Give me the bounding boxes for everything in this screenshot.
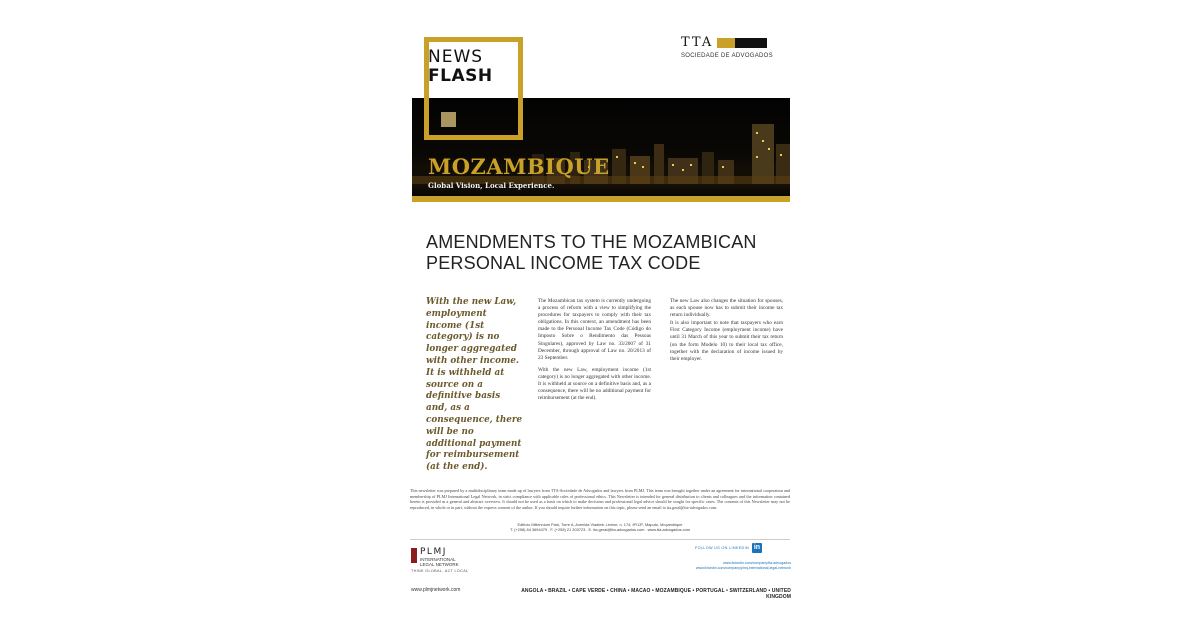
linkedin-link-plmj[interactable]: www.linkedin.com/company/plmj-international-legal-network (695, 566, 791, 570)
paragraph: With the new Law, employment income (1st category) is no longer aggregated with other income. It is withheld at source on a definitive basis and, as a consequence, there will be no additional payment for reimbursement (at the end). (538, 366, 651, 402)
tta-logo (681, 35, 791, 59)
footer-divider (410, 539, 790, 540)
address-line: Edifício Millennium Park, Torre A, Avenida Vladimir Lenine, n. 174, 6º/13º, Maputo, Moçambique (517, 522, 683, 527)
linkedin-links (665, 561, 791, 571)
linkedin-link-tta[interactable]: www.linkedin.com/company/tta-advogados (723, 561, 791, 565)
plmj-line2: LEGAL NETWORK (420, 562, 459, 567)
plmj-name: PLMJ (420, 547, 447, 557)
gold-frame-decoration (424, 37, 523, 140)
pull-quote: With the new Law, employment income (1st category) is no longer aggregated with other income. It is withheld at source on a definitive basis and, as a consequence, there will be no additional payment for reimbursement (at the end). (426, 297, 523, 473)
paragraph: It is also important to note that taxpayers who earn First Category Income (employment income) have until 31 March of this year to submit their tax return (on the form Modelo 10) to their local tax office, together with the declaration of income issued by their employer. (670, 320, 783, 362)
gold-square-decoration (441, 112, 456, 127)
news-label: NEWS (428, 47, 484, 67)
disclaimer-text: This newsletter was prepared by a multidisciplinary team made up of lawyers from TTA-Sociedade de Advogados and lawyers from PLMJ. This team was brought together under an agreement for international cooperation and membership of PLMJ International Legal Network, in strict compliance with applicable rules of professional ethics. This Newsletter is intended for general distribution to clients and colleagues and the information contained herein is provided as a general and abstract overview. It should not be used as a basis on which to make decisions and professional legal advice should be sought for specific cases. The contents of this Newsletter may not be reproduced, in whole or in part, without the express consent of the author. If you should require further information on this topic, please send an email to tta.geral@tta-advogados.com. (410, 488, 790, 510)
website-link[interactable]: www.plmjnetwork.com (411, 587, 461, 593)
plmj-tagline: THINK GLOBAL, ACT LOCAL (411, 569, 469, 573)
article-title-line2: PERSONAL INCOME TAX CODE (426, 253, 701, 273)
paragraph: The new Law also changes the situation for spouses, as each spouse now has to submit their income tax return individually. (670, 298, 783, 319)
contact-address (410, 522, 790, 533)
tta-logo-subtitle: SOCIEDADE DE ADVOGADOS (681, 53, 773, 59)
article-title-line1: AMENDMENTS TO THE MOZAMBICAN (426, 232, 757, 252)
tta-logo-text: TTA (681, 35, 714, 50)
article-column-2 (670, 298, 783, 368)
gold-banner-strip (412, 196, 790, 202)
plmj-logo (411, 548, 491, 573)
follow-linkedin[interactable] (695, 543, 762, 553)
newsletter-page (395, 0, 805, 630)
paragraph: The Mozambican tax system is currently undergoing a process of reform with a view to simplifying the procedures for taxpayers to comply with their tax obligations. In this context, an amendment has been made to the Personal Income Tax Code (Código do Imposto Sobre o Rendimento das Pessoas Singulares), approved by Law no. 33/2007 of 31 December, through approval of Law no. 20/2013 of 23 September. (538, 298, 651, 361)
plmj-mark-icon (411, 548, 417, 563)
flash-label: FLASH (428, 66, 493, 86)
article-column-1 (538, 298, 651, 407)
tta-logo-gold-bar (717, 38, 735, 48)
country-title: MOZAMBIQUE (428, 154, 610, 179)
contact-line: T. (+258) 84 3694479 . F. (+258) 21 303723 . E. tta.geral@tta-advogados.com . www.tta-advogados.com (510, 527, 690, 533)
plmj-line1: INTERNATIONAL (420, 557, 456, 562)
follow-label[interactable]: FOLLOW US ON LINKEDIN (695, 546, 749, 550)
linkedin-icon[interactable]: in (753, 544, 761, 551)
banner-tagline: Global Vision, Local Experience. (428, 181, 555, 190)
country-list: ANGOLA • BRAZIL • CAPE VERDE • CHINA • MACAO • MOZAMBIQUE • PORTUGAL • SWITZERLAND • UNITED KINGDOM (521, 588, 791, 600)
tta-logo-black-bar (735, 38, 767, 48)
article-title (426, 232, 786, 274)
